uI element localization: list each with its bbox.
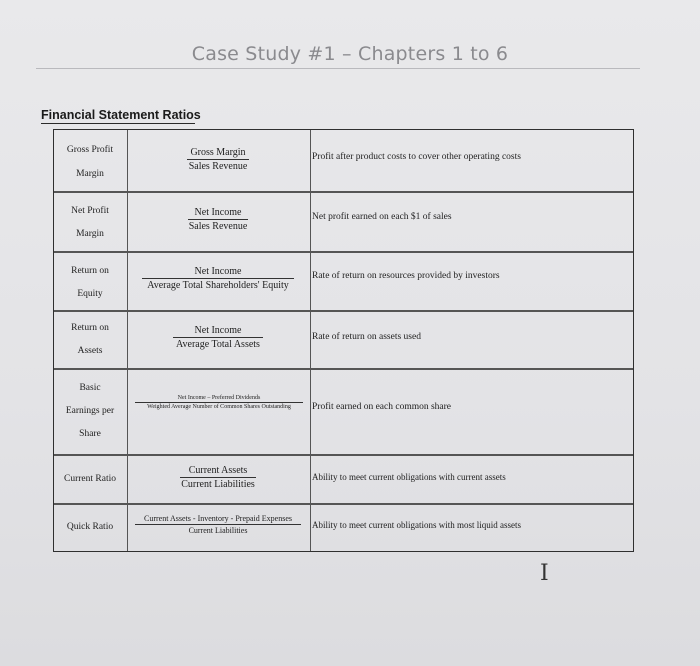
section-heading-underline — [41, 123, 195, 124]
ratio-row-return-on-equity — [54, 253, 633, 310]
ratio-name: Basic Earnings per Share — [65, 383, 115, 439]
ratio-formula — [130, 395, 308, 410]
ratio-description: Rate of return on assets used — [312, 332, 421, 342]
fraction-bar — [135, 524, 301, 525]
fraction-bar — [187, 159, 249, 160]
formula-denominator: Current Liabilities — [181, 479, 255, 490]
fraction-bar — [188, 219, 248, 220]
ratio-description: Ability to meet current obligations with current assets — [312, 472, 506, 482]
fraction-bar — [142, 278, 294, 279]
ratio-name: Gross Profit Margin — [66, 145, 114, 179]
fraction-bar — [173, 337, 263, 338]
formula-numerator: Current Assets — [188, 465, 248, 476]
formula-denominator: Weighted Average Number of Common Shares Outstanding — [147, 404, 291, 410]
ratio-table — [53, 129, 634, 552]
ratio-formula — [128, 514, 308, 535]
text-cursor-icon: I — [540, 561, 549, 586]
formula-numerator: Net Income – Preferred Dividends — [177, 395, 261, 401]
ratio-row-current-ratio — [54, 456, 633, 503]
formula-numerator: Net Income — [194, 325, 242, 336]
document-title: Case Study #1 – Chapters 1 to 6 — [191, 43, 509, 65]
formula-denominator: Current Liabilities — [188, 526, 248, 535]
ratio-row-return-on-assets — [54, 312, 633, 368]
title-divider — [36, 68, 640, 69]
ratio-formula — [128, 266, 308, 291]
ratio-formula — [128, 465, 308, 490]
ratio-description: Rate of return on resources provided by investors — [312, 271, 500, 281]
ratio-formula — [128, 325, 308, 350]
ratio-name: Net Profit Margin — [71, 206, 109, 239]
ratio-description: Ability to meet current obligations with most liquid assets — [312, 520, 521, 530]
formula-denominator: Sales Revenue — [188, 221, 248, 232]
fraction-bar — [180, 477, 256, 478]
ratio-row-quick-ratio — [54, 505, 633, 551]
formula-denominator: Average Total Assets — [176, 339, 260, 350]
formula-numerator: Gross Margin — [190, 147, 246, 158]
ratio-row-gross-profit-margin — [54, 130, 633, 191]
ratio-description: Profit after product costs to cover other operating costs — [312, 152, 521, 162]
fraction-bar — [135, 402, 303, 403]
ratio-formula — [128, 207, 308, 232]
formula-numerator: Current Assets - Inventory - Prepaid Expenses — [144, 514, 292, 523]
ratio-name: Return on Assets — [71, 323, 109, 356]
formula-numerator: Net Income — [194, 266, 242, 277]
section-heading: Financial Statement Ratios — [41, 108, 201, 122]
formula-denominator: Sales Revenue — [188, 161, 248, 172]
formula-denominator: Average Total Shareholders' Equity — [147, 280, 289, 291]
ratio-formula — [128, 147, 308, 172]
ratio-name: Return on Equity — [71, 266, 109, 299]
ratio-row-basic-eps — [54, 370, 633, 454]
ratio-name: Current Ratio — [64, 474, 116, 484]
formula-numerator: Net Income — [194, 207, 242, 218]
ratio-name: Quick Ratio — [66, 522, 114, 532]
ratio-description: Net profit earned on each $1 of sales — [312, 212, 452, 222]
ratio-description: Profit earned on each common share — [312, 402, 452, 412]
ratio-row-net-profit-margin — [54, 193, 633, 251]
